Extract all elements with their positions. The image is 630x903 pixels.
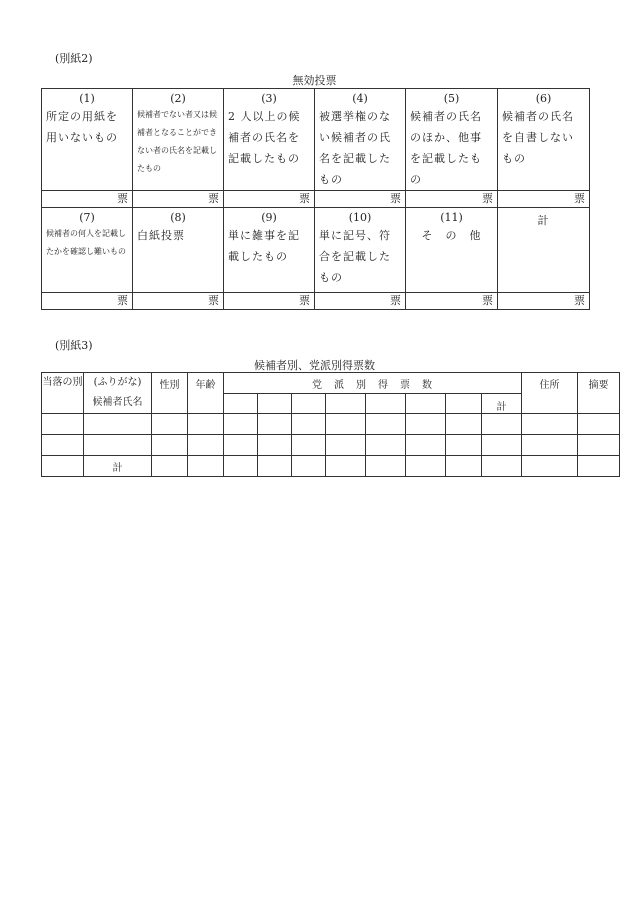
annex2-caption: 無効投票 [292,74,337,87]
invalid-votes-unit-row-1 [42,191,590,208]
vote-unit: 票 [42,293,133,310]
candidate-votes-table [41,372,620,477]
invalid-votes-table [41,88,590,310]
invalid-category-4: (4) 被選挙権のない候補者の氏名を記載したもの [315,89,406,191]
header-age: 年齢 [188,373,224,414]
vote-unit: 票 [498,293,590,310]
vote-unit: 票 [224,191,315,208]
invalid-category-6: (6) 候補者の氏名を自書しないもの [498,89,590,191]
invalid-votes-unit-row-2 [42,293,590,310]
party-column [406,394,446,414]
invalid-category-7: (7) 候補者の何人を記載したかを確認し難いもの [42,208,133,293]
candidate-row [42,414,620,435]
header-candidate [84,373,152,414]
annex2-heading: (別紙2) [55,52,93,65]
header-party-subtotal: 計 [482,394,522,414]
vote-unit: 票 [498,191,590,208]
invalid-category-1: (1) 所定の用紙を用いないもの [42,89,133,191]
vote-unit: 票 [133,293,224,310]
header-party-votes: 党 派 別 得 票 数 [224,373,522,394]
party-column [292,394,326,414]
invalid-category-2: (2) 候補者でない者又は候補者となることができない者の氏名を記載したもの [133,89,224,191]
party-column [366,394,406,414]
header-remarks: 摘要 [578,373,620,414]
vote-unit: 票 [42,191,133,208]
vote-unit: 票 [406,191,498,208]
invalid-category-9: (9) 単に雑事を記載したもの [224,208,315,293]
vote-unit: 票 [406,293,498,310]
invalid-category-5: (5) 候補者の氏名のほか、他事を記載したもの [406,89,498,191]
vote-unit: 票 [133,191,224,208]
header-candidate-name: 候補者氏名 [92,397,143,408]
invalid-category-8: (8) 白紙投票 [133,208,224,293]
invalid-votes-row-1 [42,89,590,191]
vote-unit: 票 [315,191,406,208]
total-row [42,456,620,477]
vote-unit: 票 [315,293,406,310]
party-column [446,394,482,414]
invalid-category-3: (3) 2 人以上の候補者の氏名を記載したもの [224,89,315,191]
candidate-row [42,435,620,456]
header-address: 住所 [522,373,578,414]
party-column [224,394,258,414]
invalid-votes-row-2 [42,208,590,293]
annex3-caption: 候補者別、党派別得票数 [254,359,375,372]
header-gender: 性別 [152,373,188,414]
header-furigana: (ふりがな) [93,377,142,388]
invalid-category-10: (10) 単に記号、符合を記載したもの [315,208,406,293]
invalid-total: 計 [498,208,590,293]
invalid-category-11: (11) そ の 他 [406,208,498,293]
total-label: 計 [84,456,152,477]
party-column [258,394,292,414]
party-column [326,394,366,414]
header-elected: 当落の別 [42,373,84,414]
vote-unit: 票 [224,293,315,310]
annex3-heading: (別紙3) [55,339,93,352]
